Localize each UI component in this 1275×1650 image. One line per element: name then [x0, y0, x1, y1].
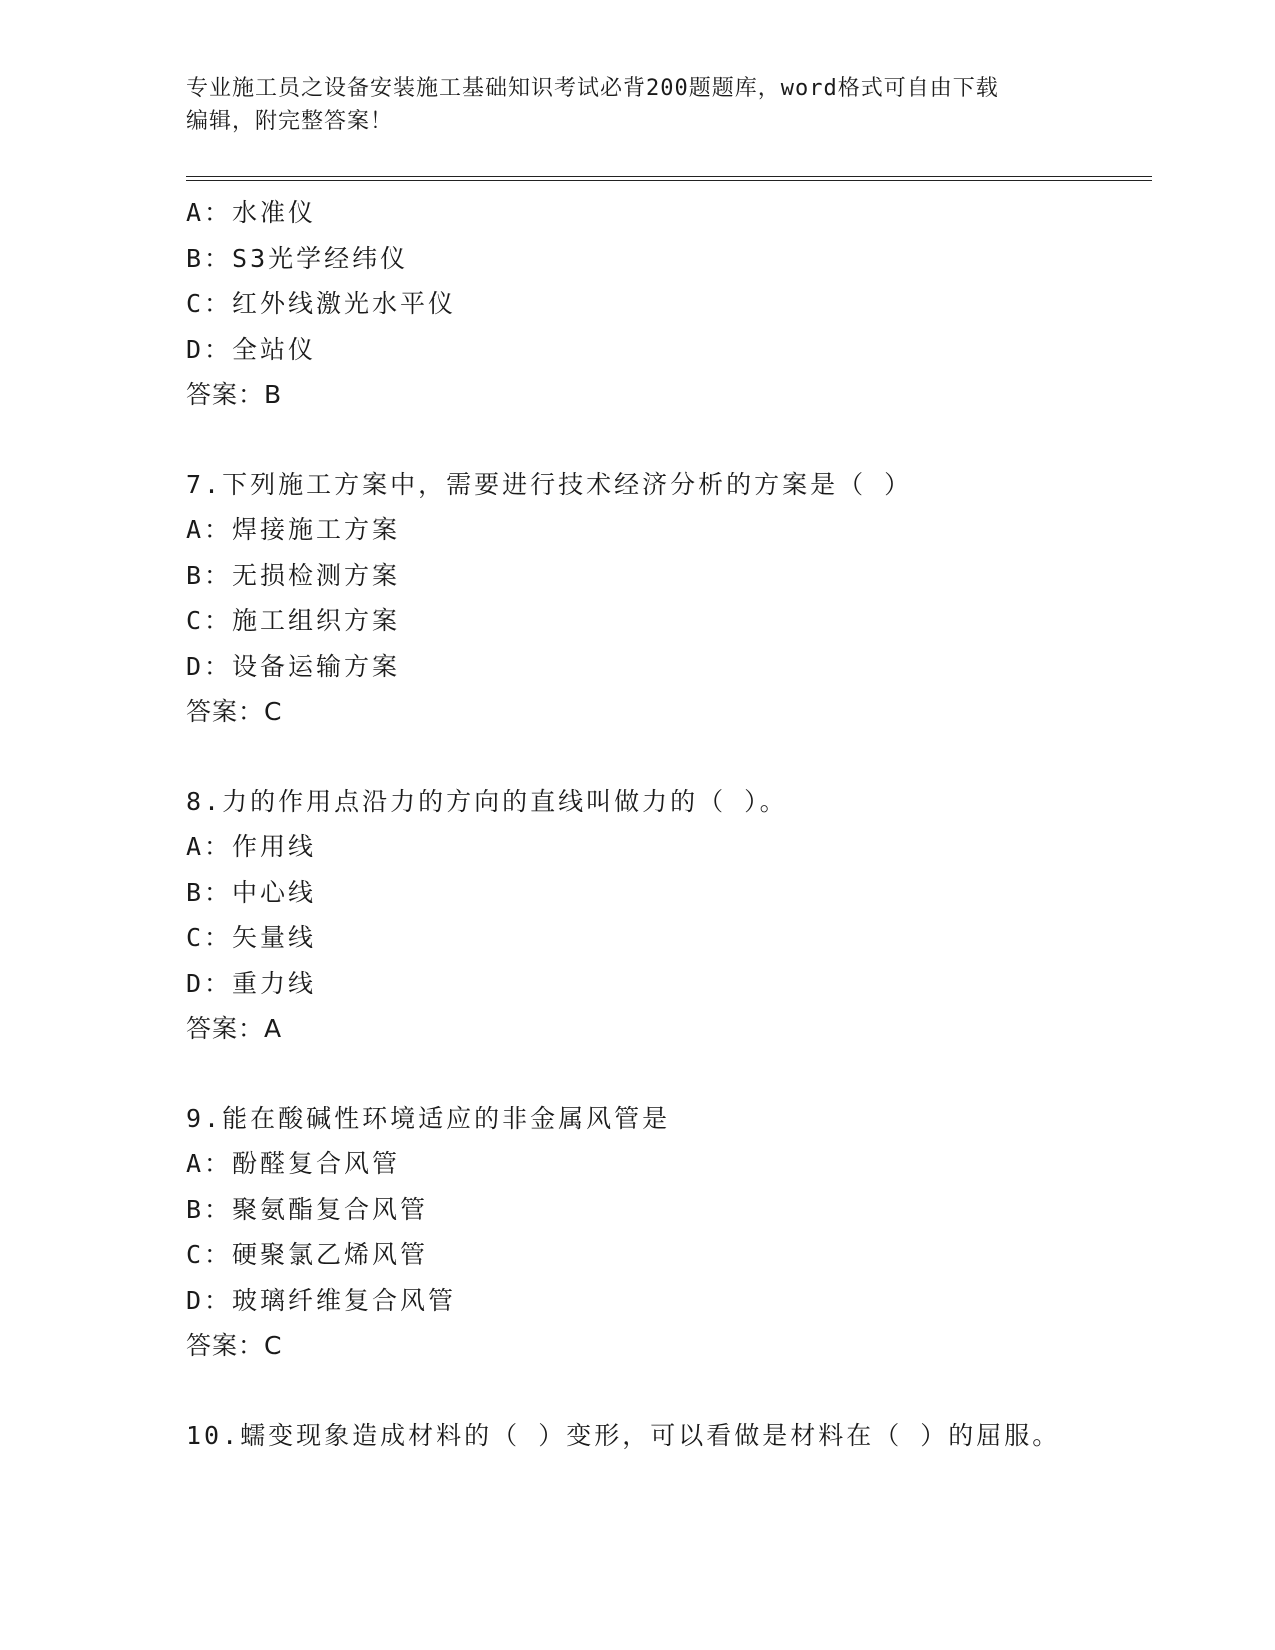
- option-c: C：施工组织方案: [186, 606, 401, 635]
- option-a: A：作用线: [186, 832, 317, 861]
- question-stem: 10.蠕变现象造成材料的（ ）变形，可以看做是材料在（ ）的屈服。: [186, 1420, 1061, 1450]
- question-6-continued: [186, 190, 1152, 418]
- option-c: C：红外线激光水平仪: [186, 289, 457, 318]
- question-stem: 7.下列施工方案中，需要进行技术经济分析的方案是（ ）: [186, 469, 913, 499]
- option-b: B：无损检测方案: [186, 560, 401, 590]
- header-line-1: 专业施工员之设备安装施工基础知识考试必背200题题库，word格式可自由下载: [186, 76, 999, 101]
- option-c: C：矢量线: [186, 923, 317, 952]
- question-8: [186, 779, 1152, 1052]
- answer-line: 答案：C: [186, 697, 283, 726]
- answer-line: 答案：A: [186, 1014, 283, 1043]
- option-a: A：酚醛复合风管: [186, 1149, 401, 1178]
- question-7: [186, 462, 1152, 735]
- header-divider: [186, 176, 1152, 181]
- option-b: B：聚氨酯复合风管: [186, 1194, 429, 1224]
- option-b: B：中心线: [186, 877, 317, 907]
- option-a: A：焊接施工方案: [186, 515, 401, 544]
- spacer: [186, 418, 1152, 462]
- option-c: C：硬聚氯乙烯风管: [186, 1240, 429, 1269]
- option-d: D：全站仪: [186, 334, 317, 364]
- answer-line: 答案：C: [186, 1331, 283, 1360]
- option-b: B：S3光学经纬仪: [186, 243, 409, 273]
- spacer: [186, 1369, 1152, 1413]
- option-d: D：设备运输方案: [186, 651, 401, 681]
- option-d: D：重力线: [186, 968, 317, 998]
- question-10: [186, 1413, 1152, 1459]
- document-header: [186, 72, 1076, 138]
- option-a: A：水准仪: [186, 198, 317, 227]
- question-list: [186, 190, 1152, 1458]
- spacer: [186, 1052, 1152, 1096]
- answer-line: 答案：B: [186, 380, 283, 409]
- spacer: [186, 735, 1152, 779]
- option-d: D：玻璃纤维复合风管: [186, 1285, 457, 1315]
- question-stem: 8.力的作用点沿力的方向的直线叫做力的（ ）。: [186, 786, 788, 816]
- question-stem: 9.能在酸碱性环境适应的非金属风管是: [186, 1103, 671, 1133]
- header-line-2: 编辑，附完整答案！: [186, 109, 394, 134]
- question-9: [186, 1096, 1152, 1369]
